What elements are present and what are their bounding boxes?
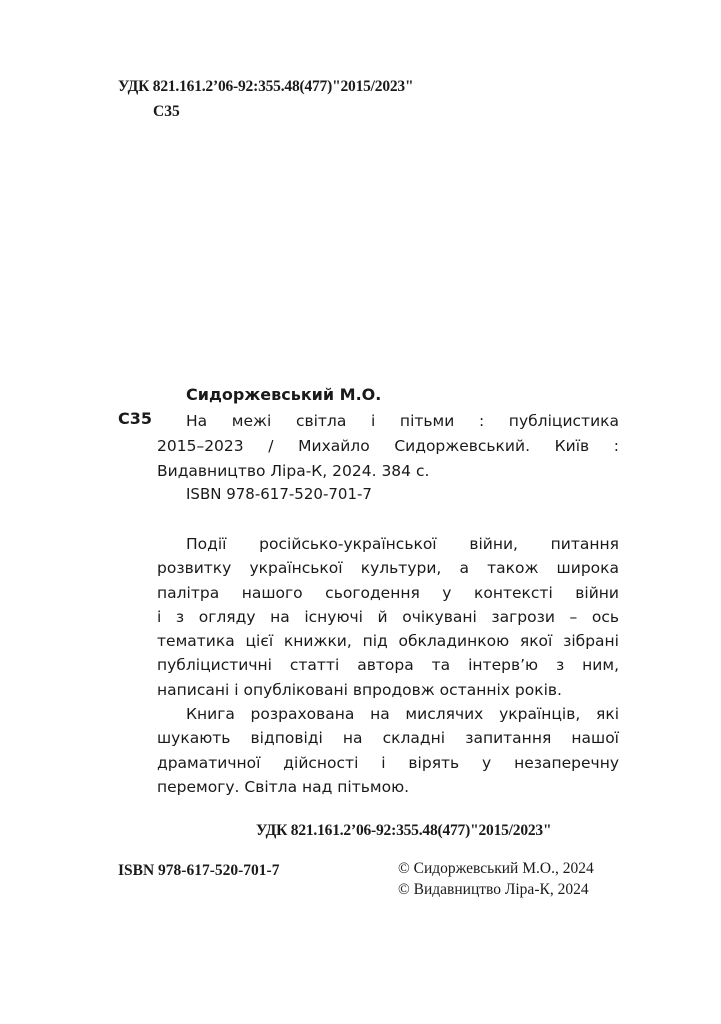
isbn-bottom: ISBN 978-617-520-701-7 [118,862,280,879]
annotation-line: Події російсько-української війни, питання [186,535,619,553]
annotation-line: публіцистичні статті автора та інтерв’ю з ним, [157,656,619,675]
catalog-author: Сидоржевський М.О. [186,385,382,404]
annotation-line: і з огляду на існуючі й очікувані загрози – ось [157,607,619,626]
catalog-description-cont [157,434,619,484]
annotation-line: розвитку української культури, а також широка [157,559,619,578]
catalog-description-line: Видавництво Ліра-К, 2024. 384 с. [157,462,430,480]
catalog-description-line: На межі світла і пітьми : публіцистика [186,412,619,430]
annotation-line: палітра нашого сьогодення у контексті війни [157,583,619,602]
copyright-publisher: © Видавництво Ліра-К, 2024 [398,881,589,898]
annotation-line: перемогу. Світла над пітьмою. [157,777,410,796]
annotation-line: шукають відповіді на складні запитання нашої [157,729,619,748]
catalog-isbn: ISBN 978-617-520-701-7 [186,485,372,503]
annotation-line: написані і опубліковані впродовж останніх років. [157,680,562,699]
copyright-author: © Сидоржевський М.О., 2024 [398,860,594,877]
annotation-line: драматичної дійсності і вірять у незаперечну [157,753,619,772]
catalog-description [186,409,619,434]
annotation-line: Книга розрахована на мислячих українців, які [186,705,619,724]
annotation [157,532,619,799]
catalog-description-line: 2015–2023 / Михайло Сидоржевський. Київ : [157,437,619,455]
catalog-author-sign: С35 [118,409,153,428]
author-sign-top: С35 [153,103,180,120]
annotation-line: тематика цієї книжки, під обкладинкою якої зібрані [157,632,619,651]
udk-code-top: УДК 821.161.2’06-92:355.48(477)"2015/2023" [118,78,414,95]
udk-code-bottom: УДК 821.161.2’06-92:355.48(477)"2015/2023" [256,822,552,839]
